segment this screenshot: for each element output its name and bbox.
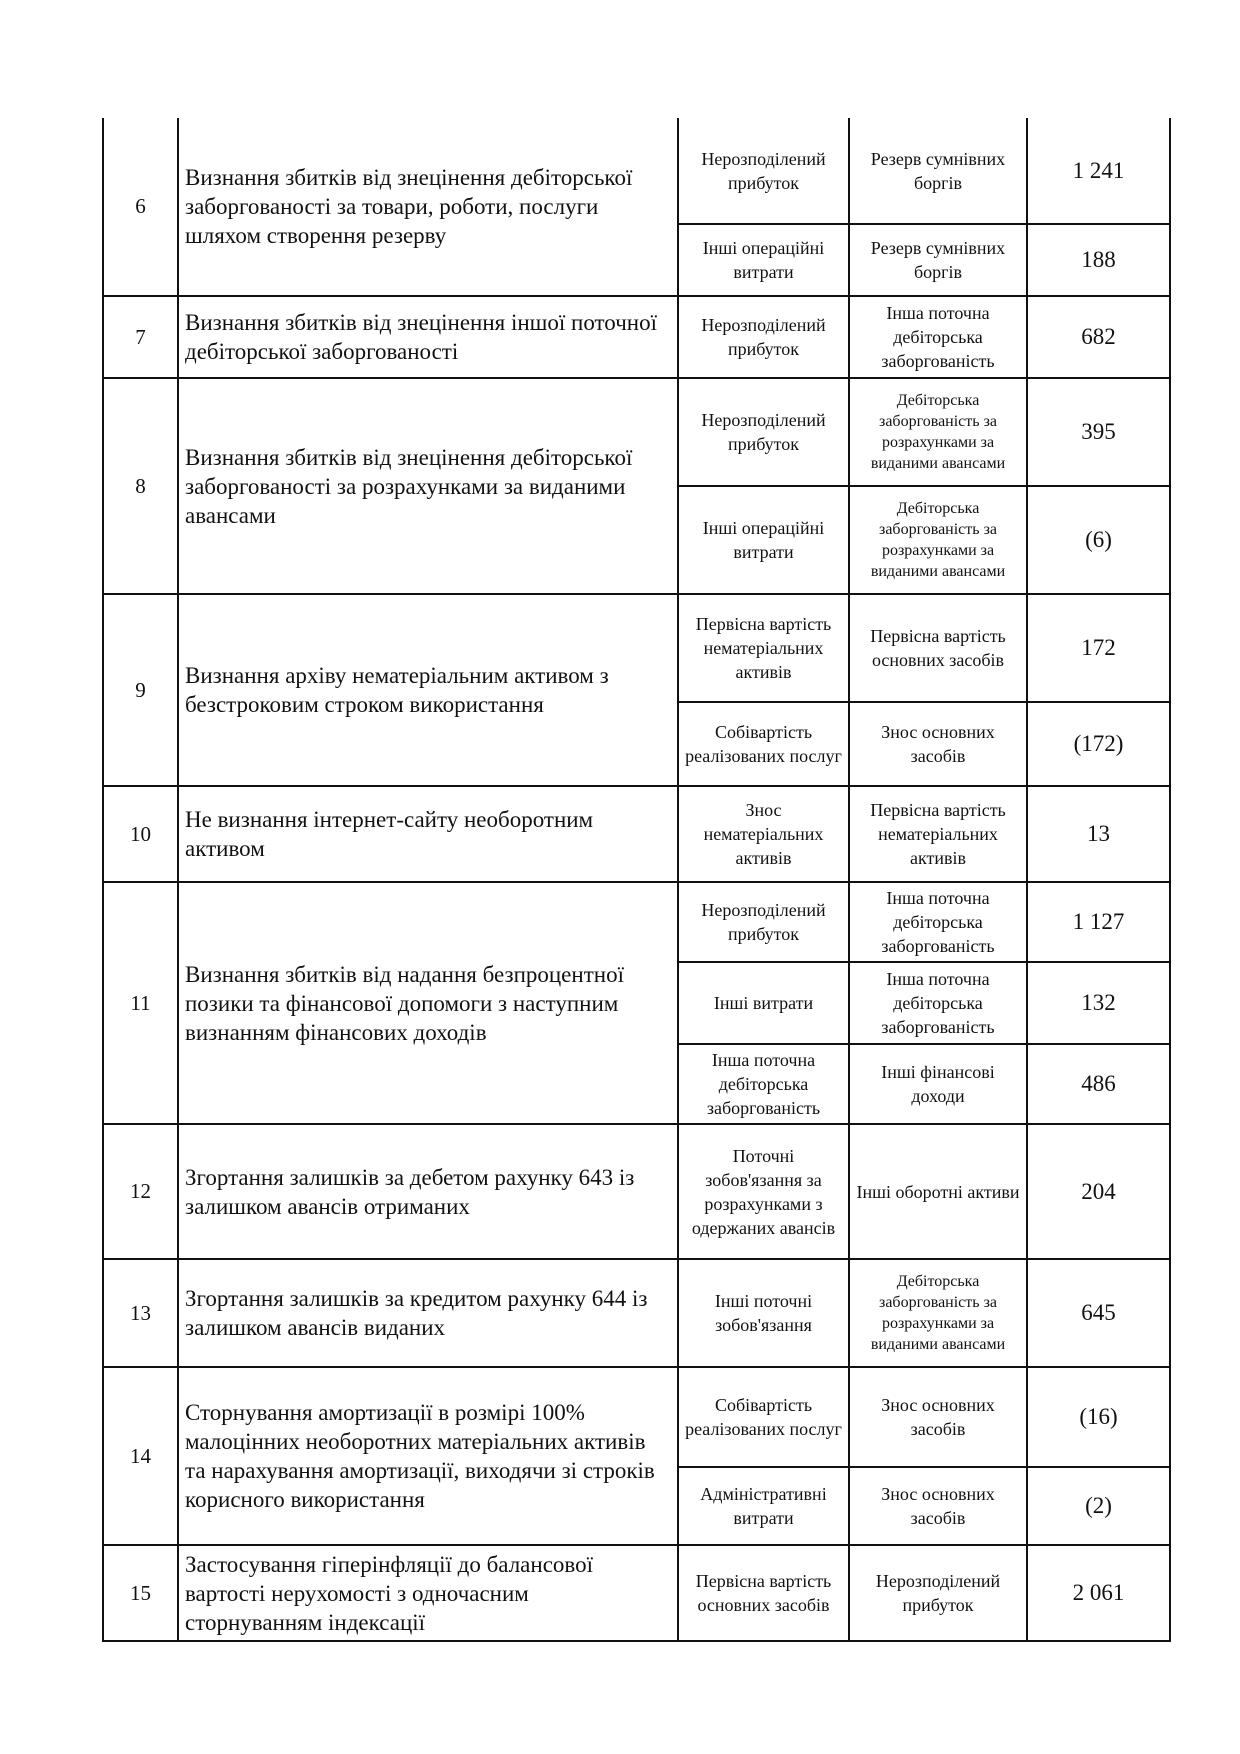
- row-number: 15: [103, 1545, 178, 1641]
- table-row: [103, 1124, 1170, 1259]
- credit-account: Нерозподілений прибуток: [849, 1545, 1027, 1641]
- debit-account: Адміністративні витрати: [678, 1467, 849, 1545]
- debit-account: Інші витрати: [678, 962, 849, 1044]
- debit-account: Нерозподілений прибуток: [678, 296, 849, 378]
- credit-account: Інша поточна дебіторська заборгованість: [849, 882, 1027, 962]
- table-row: [103, 1545, 1170, 1641]
- operation-description: Згортання залишків за кредитом рахунку 644 із залишком авансів виданих: [178, 1259, 678, 1367]
- amount: 188: [1027, 224, 1170, 296]
- row-number: 11: [103, 882, 178, 1124]
- row-number: 14: [103, 1367, 178, 1545]
- row-number: 13: [103, 1259, 178, 1367]
- amount: (2): [1027, 1467, 1170, 1545]
- debit-account: Знос нематеріальних активів: [678, 786, 849, 882]
- operation-description: Визнання збитків від надання безпроцентної позики та фінансової допомоги з наступним визнанням фінансових доходів: [178, 882, 678, 1124]
- debit-account: Собівартість реалізованих послуг: [678, 1367, 849, 1467]
- row-number: 12: [103, 1124, 178, 1259]
- amount: (172): [1027, 702, 1170, 786]
- operation-description: Сторнування амортизації в розмірі 100% малоцінних необоротних матеріальних активів та нарахування амортизації, виходячи зі строків корисного використання: [178, 1367, 678, 1545]
- credit-account: Інша поточна дебіторська заборгованість: [849, 296, 1027, 378]
- credit-account: Дебіторська заборгованість за розрахунками за виданими авансами: [849, 378, 1027, 486]
- amount: 13: [1027, 786, 1170, 882]
- credit-account: Інша поточна дебіторська заборгованість: [849, 962, 1027, 1044]
- table-row: [103, 594, 1170, 702]
- credit-account: Первісна вартість основних засобів: [849, 594, 1027, 702]
- operation-description: Застосування гіперінфляції до балансової вартості нерухомості з одночасним сторнуванням індексації: [178, 1545, 678, 1641]
- table-row: [103, 786, 1170, 882]
- amount: 486: [1027, 1044, 1170, 1124]
- amount: 1 241: [1027, 118, 1170, 224]
- row-number: 10: [103, 786, 178, 882]
- operation-description: Не визнання інтернет-сайту необоротним активом: [178, 786, 678, 882]
- table-row: [103, 378, 1170, 486]
- credit-account: Знос основних засобів: [849, 1467, 1027, 1545]
- operation-description: Визнання збитків від знецінення дебіторської заборгованості за розрахунками за виданими авансами: [178, 378, 678, 594]
- debit-account: Інші операційні витрати: [678, 486, 849, 594]
- debit-account: Інші операційні витрати: [678, 224, 849, 296]
- row-number: 7: [103, 296, 178, 378]
- credit-account: Резерв сумнівних боргів: [849, 118, 1027, 224]
- amount: 395: [1027, 378, 1170, 486]
- credit-account: Дебіторська заборгованість за розрахунками за виданими авансами: [849, 1259, 1027, 1367]
- adjustments-table: [102, 118, 1171, 1642]
- amount: 1 127: [1027, 882, 1170, 962]
- debit-account: Інша поточна дебіторська заборгованість: [678, 1044, 849, 1124]
- table-row: [103, 1367, 1170, 1467]
- table-row: [103, 882, 1170, 962]
- amount: 2 061: [1027, 1545, 1170, 1641]
- operation-description: Визнання збитків від знецінення іншої поточної дебіторської заборгованості: [178, 296, 678, 378]
- debit-account: Поточні зобов'язання за розрахунками з одержаних авансів: [678, 1124, 849, 1259]
- debit-account: Інші поточні зобов'язання: [678, 1259, 849, 1367]
- credit-account: Первісна вартість нематеріальних активів: [849, 786, 1027, 882]
- operation-description: Згортання залишків за дебетом рахунку 643 із залишком авансів отриманих: [178, 1124, 678, 1259]
- row-number: 6: [103, 118, 178, 296]
- amount: 645: [1027, 1259, 1170, 1367]
- table-row: [103, 296, 1170, 378]
- operation-description: Визнання архіву нематеріальним активом з безстроковим строком використання: [178, 594, 678, 786]
- operation-description: Визнання збитків від знецінення дебіторської заборгованості за товари, роботи, послуги шляхом створення резерву: [178, 118, 678, 296]
- amount: 172: [1027, 594, 1170, 702]
- credit-account: Дебіторська заборгованість за розрахунками за виданими авансами: [849, 486, 1027, 594]
- credit-account: Знос основних засобів: [849, 702, 1027, 786]
- credit-account: Інші оборотні активи: [849, 1124, 1027, 1259]
- amount: 682: [1027, 296, 1170, 378]
- debit-account: Нерозподілений прибуток: [678, 378, 849, 486]
- debit-account: Первісна вартість основних засобів: [678, 1545, 849, 1641]
- amount: (6): [1027, 486, 1170, 594]
- debit-account: Первісна вартість нематеріальних активів: [678, 594, 849, 702]
- debit-account: Собівартість реалізованих послуг: [678, 702, 849, 786]
- amount: (16): [1027, 1367, 1170, 1467]
- table-row: [103, 1259, 1170, 1367]
- amount: 132: [1027, 962, 1170, 1044]
- credit-account: Резерв сумнівних боргів: [849, 224, 1027, 296]
- debit-account: Нерозподілений прибуток: [678, 118, 849, 224]
- row-number: 9: [103, 594, 178, 786]
- adjustments-table-body: [103, 118, 1170, 1641]
- row-number: 8: [103, 378, 178, 594]
- debit-account: Нерозподілений прибуток: [678, 882, 849, 962]
- amount: 204: [1027, 1124, 1170, 1259]
- table-row: [103, 118, 1170, 224]
- credit-account: Знос основних засобів: [849, 1367, 1027, 1467]
- credit-account: Інші фінансові доходи: [849, 1044, 1027, 1124]
